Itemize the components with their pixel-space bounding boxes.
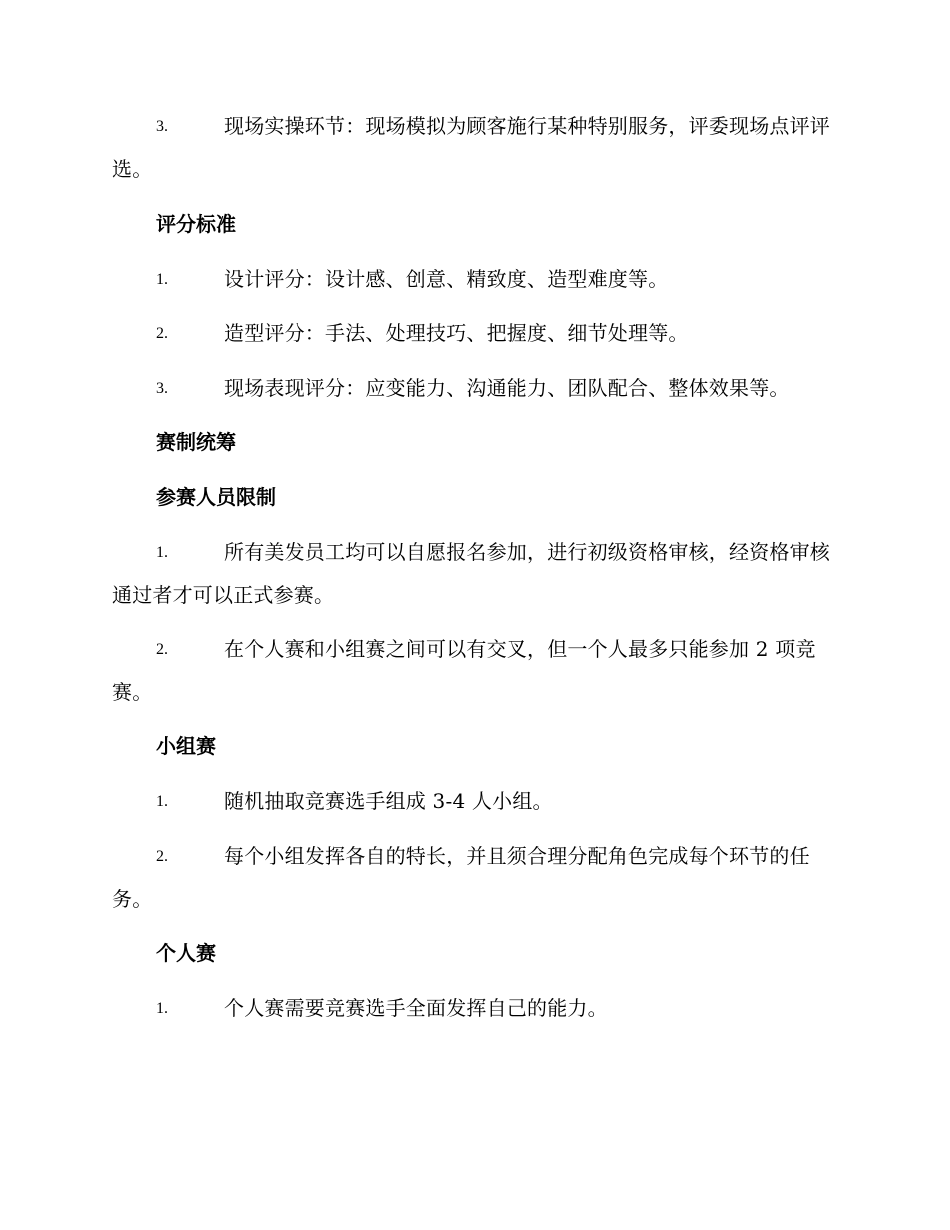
list-item-number: 3. <box>156 380 168 397</box>
list-item-text: 设计评分：设计感、创意、精致度、造型难度等。 <box>224 267 669 291</box>
list-item-number: 1. <box>156 544 168 561</box>
list-item-number: 1. <box>156 1000 168 1017</box>
list-item <box>112 258 836 301</box>
list-item-number: 2. <box>156 325 168 342</box>
list-item-number: 3. <box>156 118 168 135</box>
list-item-text: 个人赛需要竞赛选手全面发挥自己的能力。 <box>224 996 608 1020</box>
list-item-number: 2. <box>156 848 168 865</box>
section-heading: 小组赛 <box>156 734 216 758</box>
list-item-text: 随机抽取竞赛选手组成 3-4 人小组。 <box>224 789 553 813</box>
list-item-number: 1. <box>156 271 168 288</box>
list-item-text: 每个小组发挥各自的特长，并且须合理分配角色完成每个环节的任务。 <box>112 844 810 911</box>
list-item <box>112 780 836 823</box>
list-item <box>112 628 836 714</box>
section-heading: 赛制统筹 <box>156 430 236 454</box>
list-item <box>112 531 836 617</box>
list-item-text: 造型评分：手法、处理技巧、把握度、细节处理等。 <box>224 321 689 345</box>
list-item <box>112 105 836 191</box>
list-item <box>112 987 836 1030</box>
list-item-text: 现场表现评分：应变能力、沟通能力、团队配合、整体效果等。 <box>224 376 790 400</box>
list-item-number: 1. <box>156 793 168 810</box>
list-item <box>112 835 836 921</box>
list-item <box>112 312 836 355</box>
list-item-text: 所有美发员工均可以自愿报名参加，进行初级资格审核，经资格审核通过者才可以正式参赛。 <box>112 540 830 607</box>
list-item-text: 现场实操环节：现场模拟为顾客施行某种特别服务，评委现场点评评选。 <box>112 114 830 181</box>
section-heading: 个人赛 <box>156 941 216 965</box>
section-heading: 参赛人员限制 <box>156 485 276 509</box>
list-item <box>112 367 836 410</box>
list-item-text: 在个人赛和小组赛之间可以有交叉，但一个人最多只能参加 2 项竞赛。 <box>112 637 816 704</box>
list-item-number: 2. <box>156 641 168 658</box>
section-heading: 评分标准 <box>156 212 236 236</box>
